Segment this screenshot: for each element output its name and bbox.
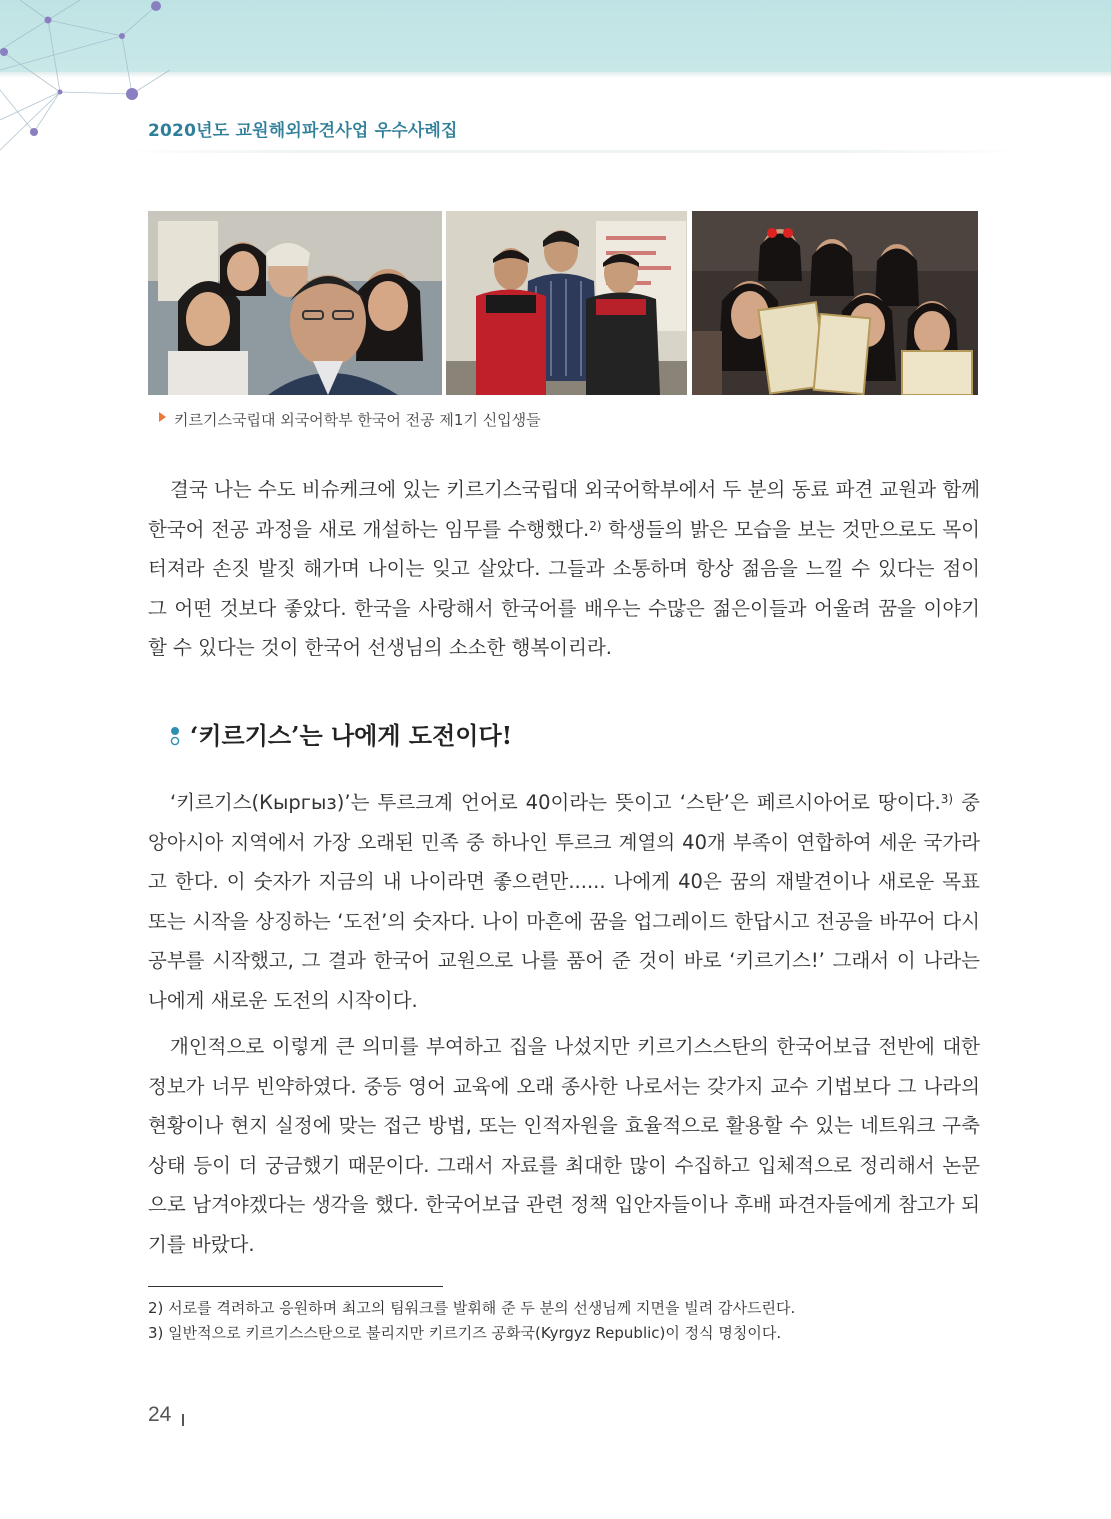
footnote: 3) 일반적으로 키르기스스탄으로 불리지만 키르기즈 공화국(Kyrgyz Republic)이 정식 명칭이다. [148, 1324, 782, 1342]
paragraph-text: 중앙아시아 지역에서 가장 오래된 민족 중 하나인 투르크 계열의 40개 부족이 연합하여 세운 국가라고 한다. 이 숫자가 지금의 내 나이라면 좋으련만...... 나에게 40은 꿈의 재발견이나 새로운 목표 또는 시작을 상징하는 ‘도전’의 숫자다. 나이 마흔에 꿈을 업그레이드 한답시고 전공을 바꾸어 다시 공부를 시작했고, 그 결과 한국어 교원으로 나를 품어 준 것이 바로 ‘키르기스!’ 그래서 이 나라는 나에게 새로운 도전의 시작이다. [148, 791, 980, 1012]
footnote-reference[interactable]: 2) [589, 518, 602, 533]
body-paragraph [148, 783, 980, 1020]
section-bullet-icon [170, 725, 180, 747]
body-paragraph [148, 470, 980, 668]
footnote: 2) 서로를 격려하고 응원하며 최고의 팀워크를 발휘해 준 두 분의 선생님께 지면을 빌려 감사드린다. [148, 1299, 796, 1317]
paragraph-text: 결국 나는 수도 비슈케크에 있는 키르기스국립대 외국어학부에서 두 분의 동료 파견 교원과 함께 한국어 전공 과정을 새로 개설하는 임무를 수행했다. [148, 478, 980, 541]
section-heading: ‘키르기스’는 나에게 도전이다! [190, 721, 513, 750]
photo-classroom-selfie [148, 211, 442, 395]
caption-text: 키르기스국립대 외국어학부 한국어 전공 제1기 신입생들 [174, 411, 541, 429]
footnote-reference[interactable]: 3) [940, 792, 954, 806]
network-dot [126, 88, 138, 100]
page-number-tick [182, 1414, 184, 1426]
network-dot [0, 48, 8, 56]
footnote-rule [148, 1286, 443, 1287]
photo-teacher-with-students [446, 211, 687, 395]
caption-triangle-icon [159, 412, 166, 422]
paragraph-text: 학생들의 밝은 모습을 보는 것만으로도 목이 터져라 손짓 발짓 해가며 나이는 잊고 살았다. 그들과 소통하며 항상 젊음을 느낄 수 있다는 점이 그 어떤 것보다 좋았다. 한국을 사랑해서 한국어를 배우는 수많은 젊은이들과 어울려 꿈을 이야기 할 수 있다는 것이 한국어 선생님의 소소한 행복이리라. [148, 517, 980, 659]
running-title: 2020년도 교원해외파견사업 우수사례집 [148, 121, 458, 141]
network-dot [58, 90, 63, 95]
paragraph-text: ‘키르기스(Кыргыз)’는 투르크계 언어로 40이라는 뜻이고 ‘스탄’은 페르시아어로 땅이다. [170, 791, 941, 814]
network-dot [30, 128, 38, 136]
photo-students-certificates [692, 211, 978, 395]
network-dot [151, 1, 161, 11]
network-dot [45, 17, 52, 24]
network-dot [119, 33, 125, 39]
header-rule [118, 150, 1028, 153]
page-number: 24 [148, 1403, 172, 1426]
photo-caption [159, 409, 541, 430]
body-paragraph: 개인적으로 이렇게 큰 의미를 부여하고 집을 나섰지만 키르기스스탄의 한국어보급 전반에 대한 정보가 너무 빈약하였다. 중등 영어 교육에 오래 종사한 나로서는 갖가지 교수 기법보다 그 나라의 현황이나 현지 실정에 맞는 접근 방법, 또는 인적자원을 효율적으로 활용할 수 있는 네트워크 구축 상태 등이 더 궁금했기 때문이다. 그래서 자료를 최대한 많이 수집하고 입체적으로 정리해서 논문으로 남겨야겠다는 생각을 했다. 한국어보급 관련 정책 입안자들이나 후배 파견자들에게 참고가 되기를 바랐다. [148, 1035, 980, 1256]
